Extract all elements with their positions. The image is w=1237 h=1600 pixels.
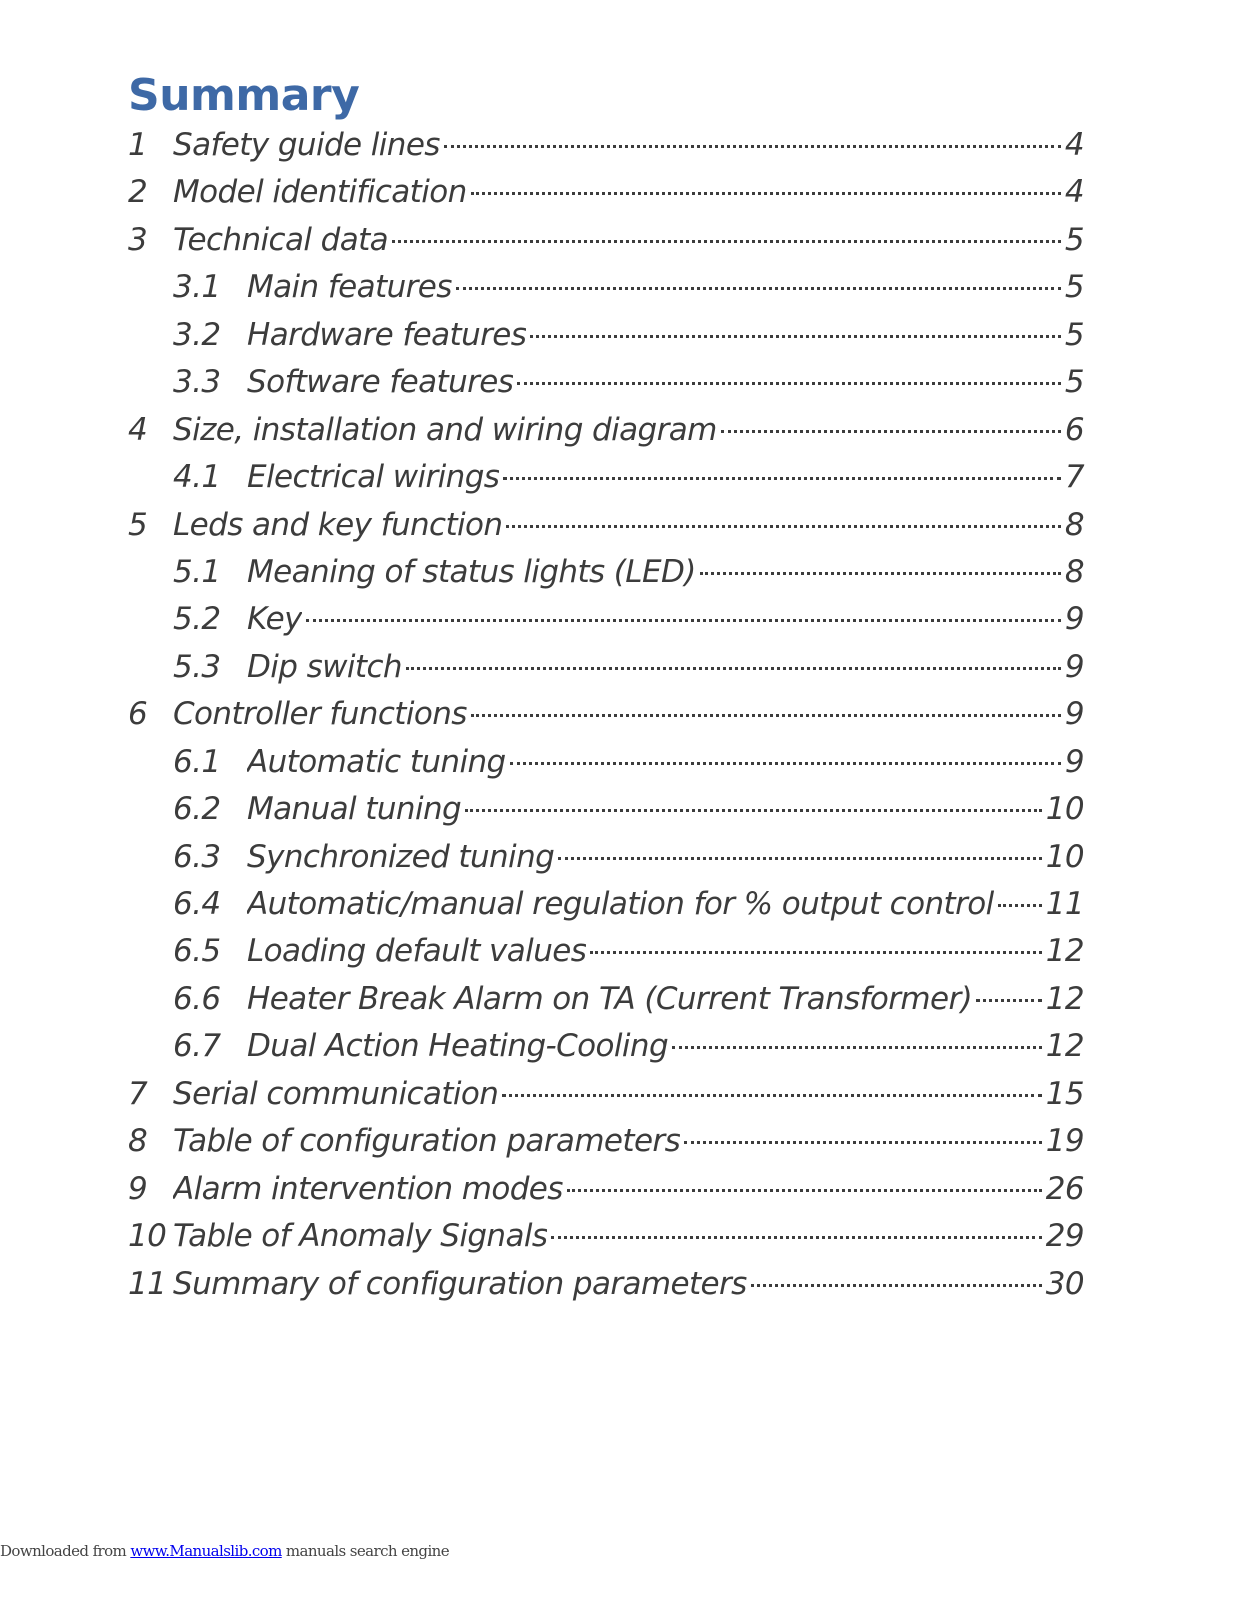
toc-dot-leader — [471, 714, 1061, 717]
toc-entry-title: Hardware features — [247, 316, 527, 353]
toc-entry-title: Heater Break Alarm on TA (Current Transformer) — [247, 980, 973, 1017]
toc-entry-number: 6.2 — [173, 791, 221, 828]
toc-entry-number: 6 — [128, 696, 148, 733]
toc-entry-number: 6.6 — [173, 980, 221, 1017]
toc-entry-number: 5.1 — [173, 553, 221, 590]
toc-dot-leader — [392, 240, 1061, 243]
toc-entry-page: 12 — [1045, 933, 1084, 970]
toc-entry-title: Size, installation and wiring diagram — [173, 411, 717, 448]
toc-dot-leader — [976, 999, 1042, 1002]
toc-dot-leader — [406, 667, 1061, 670]
toc-dot-leader — [590, 951, 1041, 954]
toc-entry-page: 6 — [1064, 411, 1084, 448]
toc-entry[interactable] — [128, 691, 1084, 738]
toc-dot-leader — [700, 572, 1061, 575]
toc-entry-title: Loading default values — [247, 933, 587, 970]
toc-entry[interactable] — [128, 739, 1084, 786]
toc-dot-leader — [558, 857, 1042, 860]
toc-entry-number: 5.2 — [173, 601, 221, 638]
toc-entry[interactable] — [128, 264, 1084, 311]
toc-entry-title: Meaning of status lights (LED) — [247, 553, 696, 590]
toc-entry[interactable] — [128, 1261, 1084, 1308]
toc-entry-title: Safety guide lines — [173, 127, 440, 163]
toc-entry-number: 3.1 — [173, 269, 221, 306]
toc-entry[interactable] — [128, 834, 1084, 881]
toc-entry-page: 9 — [1064, 696, 1084, 733]
toc-entry-page: 10 — [1045, 791, 1084, 828]
toc-entry[interactable] — [128, 786, 1084, 833]
toc-entry-page: 8 — [1064, 553, 1084, 590]
table-of-contents — [128, 122, 1084, 1308]
toc-entry-page: 12 — [1045, 1028, 1084, 1065]
toc-dot-leader — [506, 525, 1060, 528]
toc-dot-leader — [306, 619, 1061, 622]
toc-entry-number: 10 — [128, 1218, 167, 1255]
toc-entry[interactable] — [128, 644, 1084, 691]
toc-entry-page: 5 — [1064, 316, 1084, 353]
toc-entry-number: 6.3 — [173, 838, 221, 875]
toc-dot-leader — [530, 335, 1061, 338]
toc-dot-leader — [684, 1141, 1042, 1144]
toc-entry-title: Summary of configuration parameters — [173, 1265, 747, 1302]
toc-entry[interactable] — [128, 928, 1084, 975]
toc-dot-leader — [456, 287, 1061, 290]
toc-entry[interactable] — [128, 1166, 1084, 1213]
download-footer — [0, 1541, 449, 1561]
toc-entry-page: 8 — [1064, 506, 1084, 543]
toc-entry[interactable] — [128, 976, 1084, 1023]
toc-dot-leader — [502, 1094, 1041, 1097]
toc-entry-page: 10 — [1045, 838, 1084, 875]
toc-dot-leader — [503, 477, 1061, 480]
toc-entry-number: 5.3 — [173, 648, 221, 685]
toc-entry-page: 15 — [1045, 1075, 1084, 1112]
toc-entry-title: Manual tuning — [247, 791, 462, 828]
toc-entry-number: 3 — [128, 221, 148, 258]
toc-dot-leader — [551, 1236, 1041, 1239]
toc-entry-page: 12 — [1045, 980, 1084, 1017]
toc-entry-page: 4 — [1064, 174, 1084, 211]
toc-entry-title: Automatic tuning — [247, 743, 506, 780]
toc-entry-title: Key — [247, 601, 302, 638]
toc-entry-page: 5 — [1064, 221, 1084, 258]
toc-dot-leader — [444, 145, 1061, 148]
footer-prefix: Downloaded from — [0, 1542, 131, 1560]
toc-entry[interactable] — [128, 122, 1084, 169]
toc-entry-title: Model identification — [173, 174, 467, 211]
toc-entry-title: Synchronized tuning — [247, 838, 555, 875]
toc-dot-leader — [751, 1284, 1042, 1287]
toc-entry-number: 3.2 — [173, 316, 221, 353]
toc-dot-leader — [465, 809, 1042, 812]
toc-entry-number: 3.3 — [173, 364, 221, 401]
toc-entry-title: Alarm intervention modes — [173, 1170, 563, 1207]
toc-dot-leader — [721, 430, 1061, 433]
toc-entry-number: 4.1 — [173, 459, 221, 496]
toc-entry-title: Table of Anomaly Signals — [173, 1218, 548, 1255]
toc-dot-leader — [517, 382, 1061, 385]
toc-entry-title: Main features — [247, 269, 452, 306]
toc-entry-title: Software features — [247, 364, 514, 401]
toc-entry-page: 5 — [1064, 364, 1084, 401]
toc-entry[interactable] — [128, 169, 1084, 216]
toc-entry-number: 6.5 — [173, 933, 221, 970]
toc-entry-title: Technical data — [173, 221, 389, 258]
toc-entry-title: Leds and key function — [173, 506, 503, 543]
toc-entry-title: Dip switch — [247, 648, 402, 685]
toc-entry-number: 1 — [128, 127, 148, 163]
toc-dot-leader — [998, 904, 1042, 907]
toc-entry-number: 9 — [128, 1170, 148, 1207]
toc-entry[interactable] — [128, 1118, 1084, 1165]
toc-entry-number: 4 — [128, 411, 148, 448]
toc-entry-page: 9 — [1064, 601, 1084, 638]
toc-entry[interactable] — [128, 1213, 1084, 1260]
toc-entry-page: 11 — [1045, 886, 1084, 922]
toc-entry-page: 30 — [1045, 1265, 1084, 1302]
toc-entry-title: Controller functions — [173, 696, 467, 733]
toc-entry-title: Serial communication — [173, 1075, 499, 1112]
toc-entry-page: 19 — [1045, 1123, 1084, 1160]
toc-entry-title: Dual Action Heating-Cooling — [247, 1028, 669, 1065]
toc-entry-page: 29 — [1045, 1218, 1084, 1255]
toc-entry-number: 8 — [128, 1123, 148, 1160]
toc-entry-number: 2 — [128, 174, 148, 211]
toc-entry-page: 7 — [1064, 459, 1084, 496]
toc-entry-page: 26 — [1045, 1170, 1084, 1207]
toc-entry[interactable] — [128, 407, 1084, 454]
toc-entry-title: Automatic/manual regulation for % output control — [247, 886, 994, 922]
toc-entry-number: 5 — [128, 506, 148, 543]
toc-entry[interactable] — [128, 217, 1084, 264]
toc-entry-number: 11 — [128, 1265, 167, 1302]
toc-entry[interactable] — [128, 359, 1084, 406]
toc-entry[interactable] — [128, 454, 1084, 501]
toc-entry[interactable] — [128, 1071, 1084, 1118]
manualslib-link[interactable]: www.Manualslib.com — [130, 1542, 282, 1560]
toc-dot-leader — [672, 1046, 1042, 1049]
toc-dot-leader — [510, 762, 1061, 765]
toc-entry-page: 4 — [1064, 127, 1084, 163]
page-title: Summary — [128, 70, 360, 121]
toc-entry-number: 7 — [128, 1075, 148, 1112]
toc-entry-number: 6.7 — [173, 1028, 221, 1065]
footer-suffix: manuals search engine — [281, 1542, 449, 1560]
toc-entry-title: Electrical wirings — [247, 459, 500, 496]
toc-entry[interactable] — [128, 549, 1084, 596]
toc-entry-number: 6.4 — [173, 886, 221, 922]
toc-dot-leader — [567, 1189, 1042, 1192]
toc-entry[interactable] — [128, 881, 1084, 928]
toc-entry[interactable] — [128, 312, 1084, 359]
toc-entry-title: Table of configuration parameters — [173, 1123, 681, 1160]
toc-dot-leader — [471, 192, 1061, 195]
toc-entry[interactable] — [128, 596, 1084, 643]
toc-entry-page: 9 — [1064, 743, 1084, 780]
toc-entry-number: 6.1 — [173, 743, 221, 780]
toc-entry[interactable] — [128, 1023, 1084, 1070]
toc-entry-page: 5 — [1064, 269, 1084, 306]
toc-entry-page: 9 — [1064, 648, 1084, 685]
toc-entry[interactable] — [128, 502, 1084, 549]
